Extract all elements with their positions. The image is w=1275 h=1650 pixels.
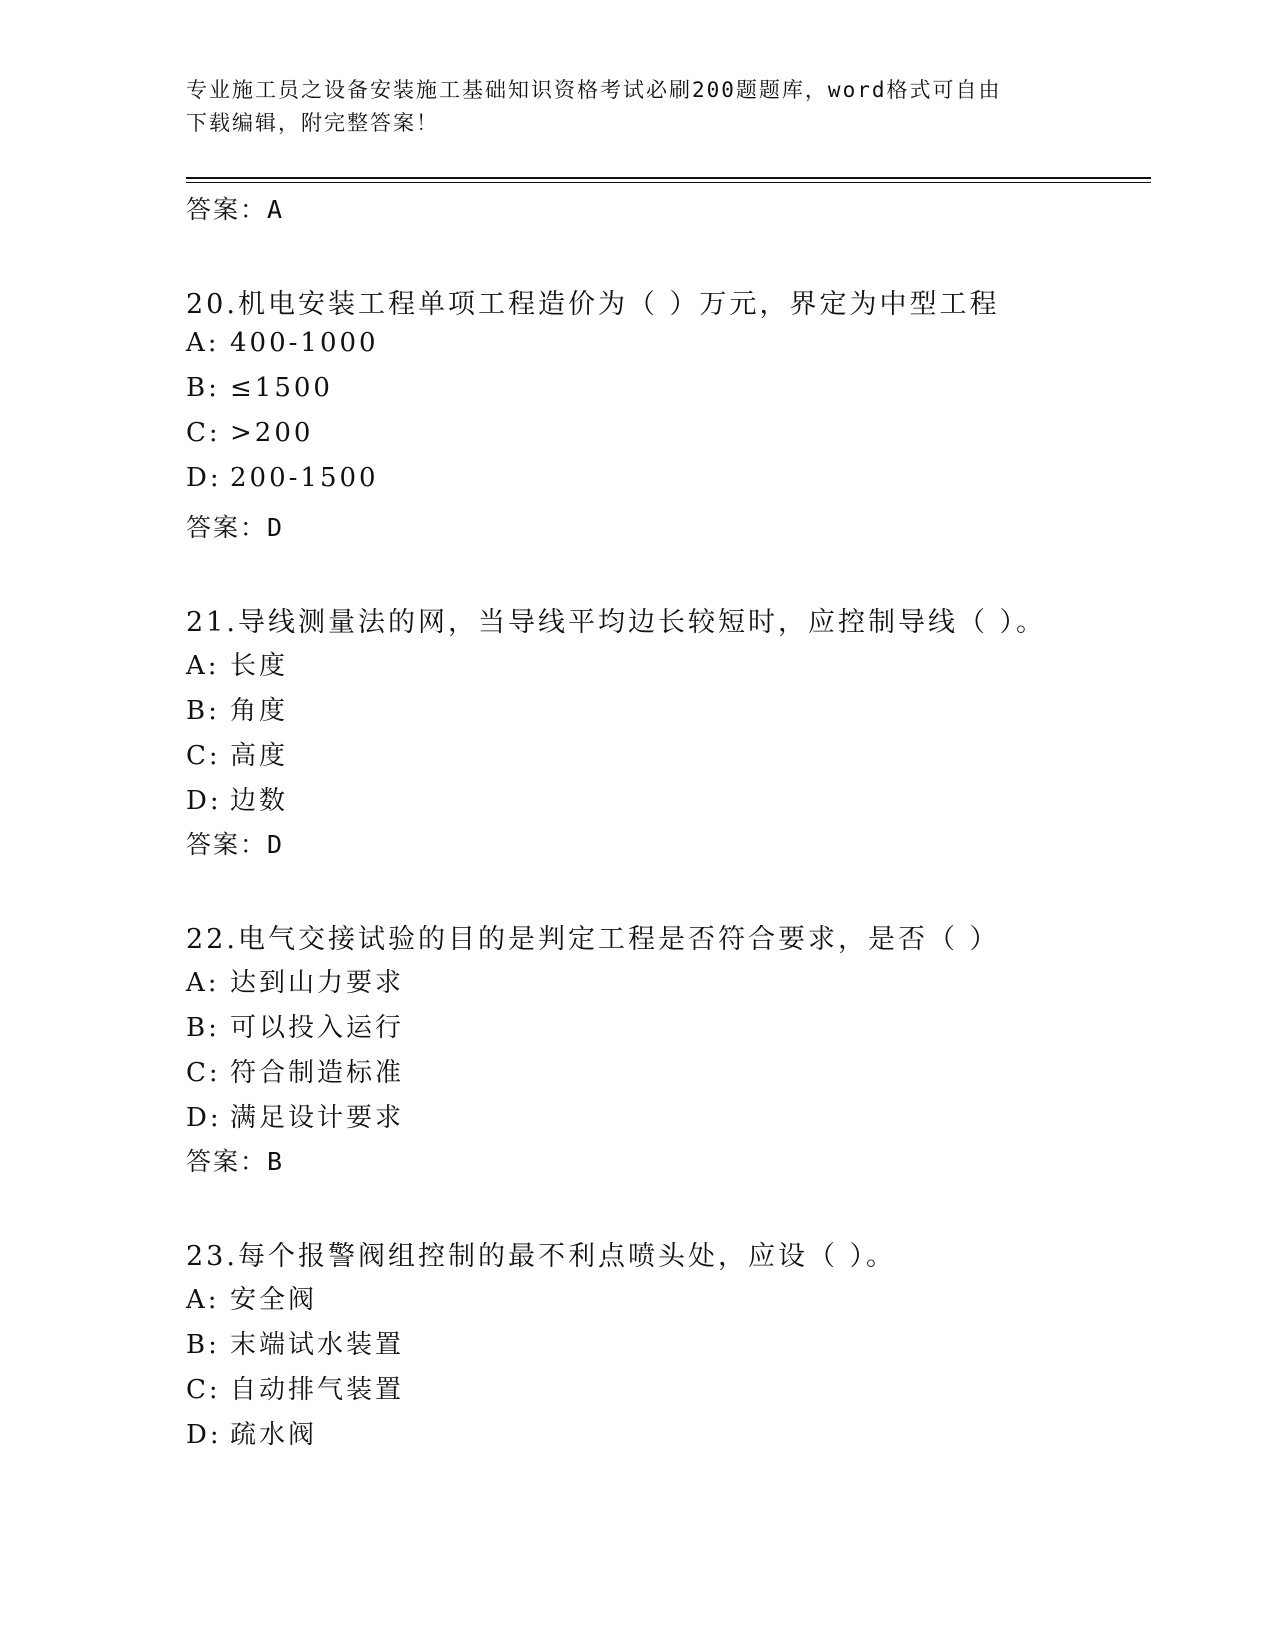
option-text: 安全阀 (230, 1285, 318, 1315)
option-text: 400-1000 (230, 328, 379, 358)
option-b (186, 373, 333, 403)
option-b (186, 690, 288, 727)
option-c (186, 418, 313, 448)
option-key: D: (186, 1420, 222, 1450)
option-d (186, 463, 379, 493)
option-key: C: (186, 1375, 221, 1405)
option-text: 长度 (230, 651, 289, 681)
option-b (186, 1007, 404, 1044)
answer-line: 答案：D (186, 513, 285, 542)
option-c (186, 1052, 404, 1089)
option-text: 高度 (230, 741, 289, 771)
option-key: B: (186, 696, 220, 726)
option-text: 达到山力要求 (230, 968, 405, 998)
question-text: 23.每个报警阀组控制的最不利点喷头处，应设（ ）。 (186, 1241, 897, 1272)
option-c (186, 1369, 404, 1406)
option-a (186, 1279, 317, 1316)
option-text: 可以投入运行 (230, 1013, 405, 1043)
question-text: 22.电气交接试验的目的是判定工程是否符合要求，是否（ ） (186, 924, 1000, 955)
option-key: A: (186, 328, 220, 358)
answer-line: 答案：A (186, 195, 285, 224)
option-d (186, 1097, 404, 1134)
option-text: 自动排气装置 (230, 1375, 405, 1405)
option-key: C: (186, 1058, 221, 1088)
option-text: 疏水阀 (230, 1420, 318, 1450)
option-c (186, 735, 288, 772)
option-key: C: (186, 741, 221, 771)
option-key: A: (186, 651, 220, 681)
option-text: 边数 (230, 786, 289, 816)
option-key: A: (186, 1285, 220, 1315)
option-text: >200 (230, 418, 314, 448)
document-header (186, 74, 1066, 140)
option-b (186, 1324, 404, 1361)
option-d (186, 780, 288, 817)
question-text: 21.导线测量法的网，当导线平均边长较短时，应控制导线（ ）。 (186, 607, 1047, 638)
option-key: D: (186, 1103, 222, 1133)
header-line-2: 下载编辑，附完整答案！ (186, 111, 439, 135)
option-text: 符合制造标准 (230, 1058, 405, 1088)
question-text: 20.机电安装工程单项工程造价为（ ）万元，界定为中型工程 (186, 289, 1000, 320)
option-d (186, 1414, 317, 1451)
option-key: C: (186, 418, 221, 448)
answer-line: 答案：D (186, 830, 285, 859)
answer-line: 答案：B (186, 1147, 285, 1176)
header-line-1: 专业施工员之设备安装施工基础知识资格考试必刷200题题库，word格式可自由 (186, 78, 1002, 102)
option-key: B: (186, 373, 220, 403)
option-text: ≤1500 (230, 373, 333, 403)
option-key: B: (186, 1330, 220, 1360)
option-text: 末端试水装置 (230, 1330, 405, 1360)
header-divider-thin (186, 182, 1151, 183)
option-key: B: (186, 1013, 220, 1043)
option-a (186, 962, 404, 999)
option-a (186, 645, 288, 682)
option-key: A: (186, 968, 220, 998)
option-a (186, 328, 379, 358)
option-text: 200-1500 (230, 463, 379, 493)
option-key: D: (186, 463, 222, 493)
option-text: 角度 (230, 696, 289, 726)
option-text: 满足设计要求 (230, 1103, 405, 1133)
option-key: D: (186, 786, 222, 816)
header-divider-thick (186, 177, 1151, 179)
